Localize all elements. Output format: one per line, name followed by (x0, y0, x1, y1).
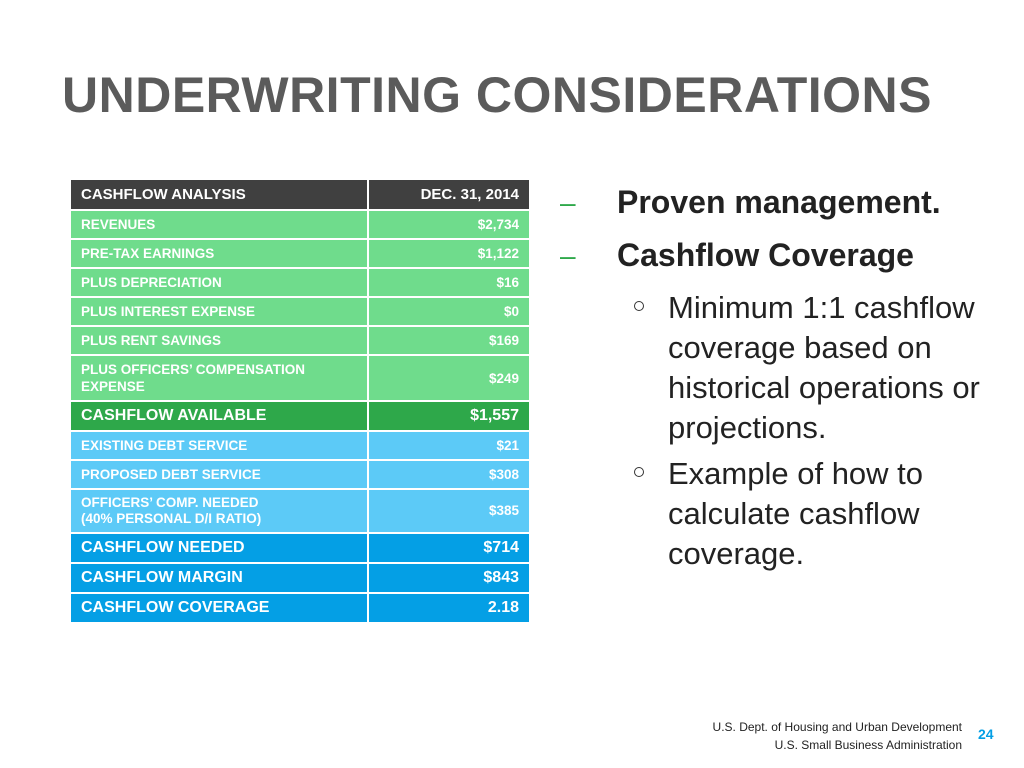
row-label: REVENUES (70, 210, 368, 239)
row-label-line2: (40% PERSONAL D/I RATIO) (81, 511, 262, 526)
row-value: $385 (368, 489, 530, 533)
footer-line-sba: U.S. Small Business Administration (774, 738, 962, 752)
sub-bullet-text: Example of how to calculate cashflow coverage. (668, 456, 924, 571)
cashflow-table (69, 178, 531, 624)
row-label-line1: PLUS OFFICERS’ COMPENSATION (81, 362, 306, 377)
circle-bullet-icon (634, 301, 644, 311)
footer-line-hud: U.S. Dept. of Housing and Urban Development (712, 720, 962, 734)
page-number: 24 (978, 726, 994, 742)
circle-bullet-icon (634, 467, 644, 477)
row-label-line2: EXPENSE (81, 379, 145, 394)
row-value: $249 (368, 355, 530, 401)
header-date: DEC. 31, 2014 (368, 179, 530, 210)
slide-title: UNDERWRITING CONSIDERATIONS (62, 67, 932, 123)
row-label: PROPOSED DEBT SERVICE (70, 460, 368, 489)
table-row (70, 239, 530, 268)
row-label: CASHFLOW MARGIN (70, 563, 368, 593)
table-row-total (70, 563, 530, 593)
row-label: CASHFLOW COVERAGE (70, 593, 368, 623)
table-row (70, 326, 530, 355)
row-label: PRE-TAX EARNINGS (70, 239, 368, 268)
row-value: 2.18 (368, 593, 530, 623)
row-value: $0 (368, 297, 530, 326)
table-header-row (70, 179, 530, 210)
row-value: $714 (368, 533, 530, 563)
row-label (70, 489, 368, 533)
row-value: $843 (368, 563, 530, 593)
sub-bullet-item (560, 454, 1010, 574)
row-label (70, 355, 368, 401)
row-label-line1: OFFICERS’ COMP. NEEDED (81, 495, 259, 510)
bullet-list (560, 182, 1010, 574)
table-row-total (70, 593, 530, 623)
table-row (70, 460, 530, 489)
header-label: CASHFLOW ANALYSIS (70, 179, 368, 210)
table-row (70, 355, 530, 401)
row-label: CASHFLOW NEEDED (70, 533, 368, 563)
bullet-text: Proven management. (617, 184, 941, 220)
bullet-text: Cashflow Coverage (617, 237, 914, 273)
footer-credits (713, 718, 962, 754)
dash-bullet-icon: – (560, 240, 576, 271)
row-label: CASHFLOW AVAILABLE (70, 401, 368, 431)
table-row (70, 297, 530, 326)
sub-bullet-item (560, 288, 1010, 448)
row-label: PLUS INTEREST EXPENSE (70, 297, 368, 326)
table-row (70, 268, 530, 297)
sub-bullet-text: Minimum 1:1 cashflow coverage based on historical operations or projections. (668, 290, 980, 445)
bullet-item (560, 182, 1010, 223)
row-value: $169 (368, 326, 530, 355)
table-row (70, 210, 530, 239)
row-value: $1,557 (368, 401, 530, 431)
row-value: $1,122 (368, 239, 530, 268)
bullet-item (560, 235, 1010, 276)
row-value: $21 (368, 431, 530, 460)
row-value: $16 (368, 268, 530, 297)
row-label: PLUS DEPRECIATION (70, 268, 368, 297)
row-value: $308 (368, 460, 530, 489)
row-label: EXISTING DEBT SERVICE (70, 431, 368, 460)
row-value: $2,734 (368, 210, 530, 239)
row-label: PLUS RENT SAVINGS (70, 326, 368, 355)
table-row-total (70, 533, 530, 563)
dash-bullet-icon: – (560, 187, 576, 218)
table-row (70, 489, 530, 533)
table-row (70, 431, 530, 460)
table-row-total (70, 401, 530, 431)
